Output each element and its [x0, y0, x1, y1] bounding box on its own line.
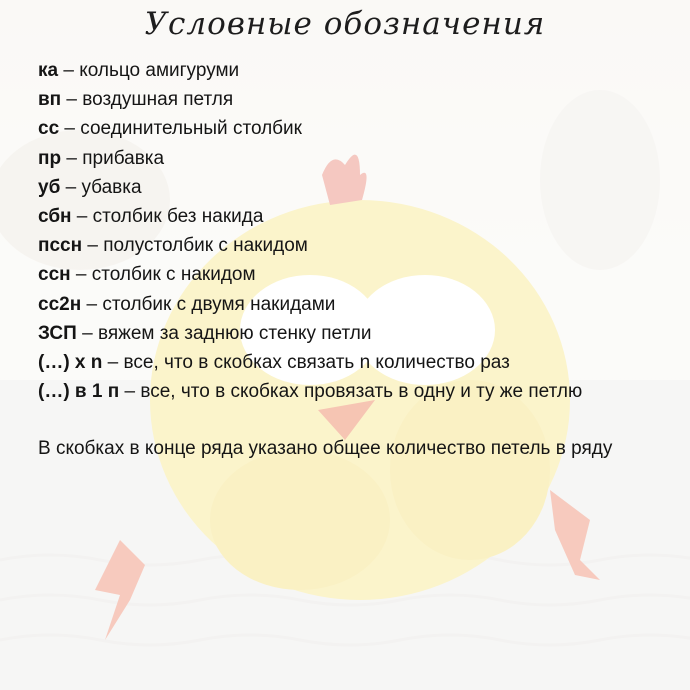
list-item — [38, 260, 658, 289]
abbreviation-description: столбик без накида — [92, 205, 264, 227]
list-item — [38, 144, 658, 173]
abbreviation-term: ка — [38, 60, 59, 81]
separator: – — [82, 235, 104, 257]
abbreviation-term: (…) х n — [38, 351, 103, 373]
abbreviation-term: ссн — [38, 264, 71, 286]
abbreviation-description: столбик с двумя накидами — [102, 293, 336, 315]
abbreviation-description: полустолбик с накидом — [103, 235, 308, 257]
abbreviation-term: сс — [38, 118, 60, 140]
abbreviation-term: сбн — [38, 205, 72, 227]
list-item — [38, 231, 658, 260]
separator: – — [60, 176, 82, 198]
abbreviation-description: все, что в скобках провязать в одну и ту же петлю — [140, 381, 583, 403]
list-item — [38, 290, 658, 319]
list-item — [38, 56, 658, 85]
abbreviation-term: пр — [38, 147, 62, 169]
separator: – — [81, 293, 103, 315]
list-item — [38, 114, 658, 143]
abbreviation-term: уб — [38, 176, 61, 198]
separator: – — [76, 322, 98, 344]
abbreviation-term: сс2н — [38, 293, 82, 315]
abbreviation-description: столбик с накидом — [91, 264, 256, 286]
abbreviation-description: соединительный столбик — [80, 118, 302, 140]
separator: – — [61, 89, 83, 111]
abbreviation-description: убавка — [81, 176, 142, 198]
separator: – — [59, 118, 81, 140]
separator: – — [58, 60, 80, 81]
abbreviation-description: прибавка — [82, 147, 165, 169]
page-title: Условные обозначения — [144, 6, 546, 42]
abbreviation-description: вяжем за заднюю стенку петли — [97, 322, 372, 344]
row-count-note: В скобках в конце ряда указано общее количество петель в ряду — [38, 438, 613, 459]
list-item — [38, 85, 658, 114]
abbreviation-description: кольцо амигуруми — [79, 60, 240, 81]
list-item — [38, 348, 658, 377]
list-item — [38, 202, 658, 231]
abbreviation-description: воздушная петля — [82, 89, 234, 111]
list-item — [38, 173, 658, 202]
separator: – — [119, 381, 141, 403]
abbreviation-term: вп — [38, 89, 62, 111]
abbreviation-term: пссн — [38, 235, 83, 257]
abbreviation-term: ЗСП — [38, 322, 77, 344]
abbreviation-term: (…) в 1 п — [38, 381, 120, 403]
abbreviation-description: все, что в скобках связать n количество раз — [123, 351, 510, 373]
list-item — [38, 377, 658, 406]
separator: – — [61, 147, 83, 169]
separator: – — [70, 264, 92, 286]
separator: – — [71, 205, 93, 227]
list-item — [38, 319, 658, 348]
abbreviations-list — [38, 56, 658, 406]
separator: – — [102, 351, 124, 373]
